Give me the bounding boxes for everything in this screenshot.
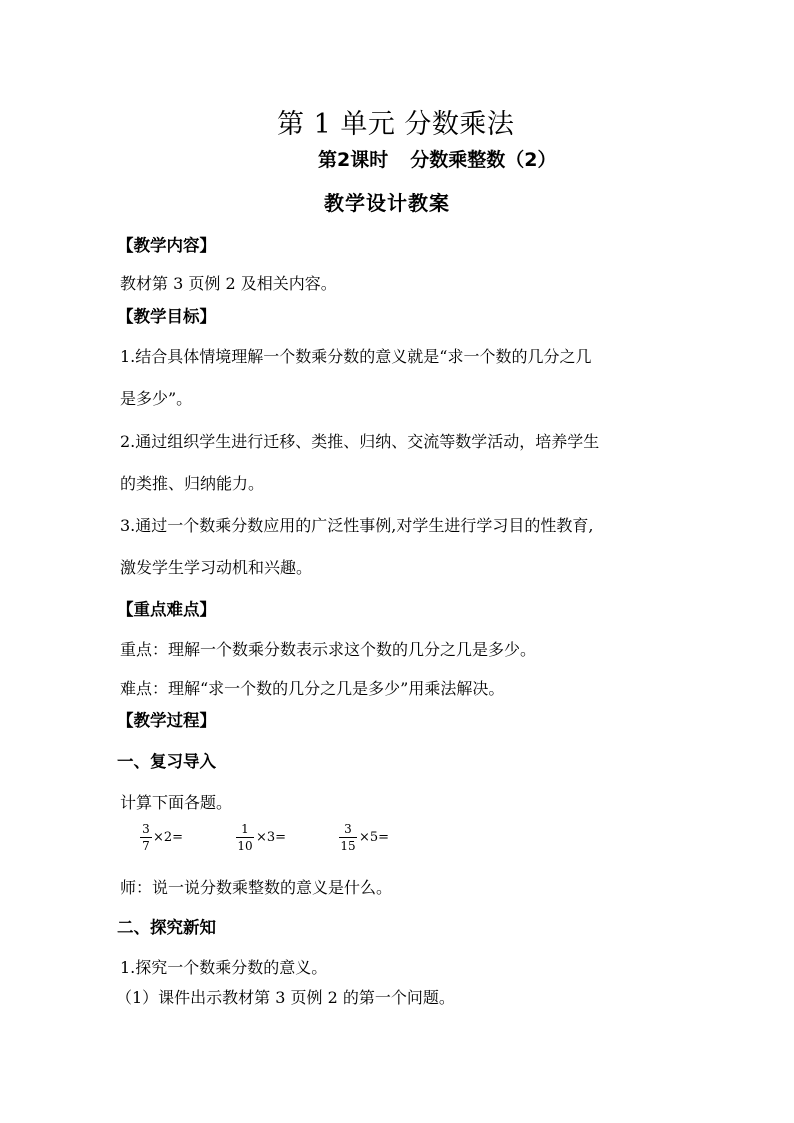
lesson-number: 第2课时: [318, 149, 389, 171]
exercise-operator: ×2=: [153, 830, 184, 845]
goal-line: 1.结合具体情境理解一个数乘分数的意义就是“求一个数的几分之几: [120, 347, 592, 366]
document-type: 教学设计教案: [324, 191, 450, 215]
exercise-operator: ×3=: [256, 830, 287, 845]
section-heading-keypoints: 【重点难点】: [117, 600, 216, 619]
fraction: [140, 822, 152, 853]
fraction-denominator: 15: [340, 839, 356, 853]
lesson-topic: 分数乘整数（2）: [410, 149, 557, 171]
fraction: [339, 822, 357, 853]
section-heading-content: 【教学内容】: [117, 236, 216, 255]
keypoint-line: 难点：理解“求一个数的几分之几是多少”用乘法解决。: [120, 679, 505, 698]
part2-subitem: （1）课件出示教材第 3 页例 2 的第一个问题。: [116, 988, 455, 1007]
section-heading-goals: 【教学目标】: [117, 307, 216, 326]
part1-heading: 一、复习导入: [117, 752, 216, 771]
fraction-numerator: 3: [344, 822, 352, 836]
fraction-denominator: 7: [142, 839, 150, 853]
goal-line: 的类推、归纳能力。: [120, 474, 265, 493]
exercise-operator: ×5=: [359, 830, 390, 845]
fraction-bar: [236, 837, 254, 838]
fraction-numerator: 3: [142, 822, 150, 836]
unit-title: 第 1 单元 分数乘法: [277, 109, 515, 140]
part2-heading: 二、探究新知: [117, 918, 216, 937]
fraction: [236, 822, 254, 853]
goal-line: 3.通过一个数乘分数应用的广泛性事例,对学生进行学习目的性教育,: [120, 516, 594, 535]
fraction-numerator: 1: [241, 822, 249, 836]
lesson-subtitle: [318, 145, 556, 172]
keypoint-line: 重点：理解一个数乘分数表示求这个数的几分之几是多少。: [120, 640, 537, 659]
fraction-bar: [339, 837, 357, 838]
part1-intro: 计算下面各题。: [120, 793, 233, 812]
fraction-denominator: 10: [237, 839, 253, 853]
teacher-prompt: 师：说一说分数乘整数的意义是什么。: [120, 878, 393, 897]
goal-line: 激发学生学习动机和兴趣。: [120, 558, 313, 577]
part2-item: 1.探究一个数乘分数的意义。: [120, 958, 328, 977]
content-text: 教材第 3 页例 2 及相关内容。: [120, 274, 337, 293]
goal-line: 是多少”。: [120, 389, 193, 408]
fraction-bar: [140, 837, 152, 838]
goal-line: 2.通过组织学生进行迁移、类推、归纳、交流等数学活动，培养学生: [120, 432, 600, 451]
section-heading-process: 【教学过程】: [117, 711, 216, 730]
